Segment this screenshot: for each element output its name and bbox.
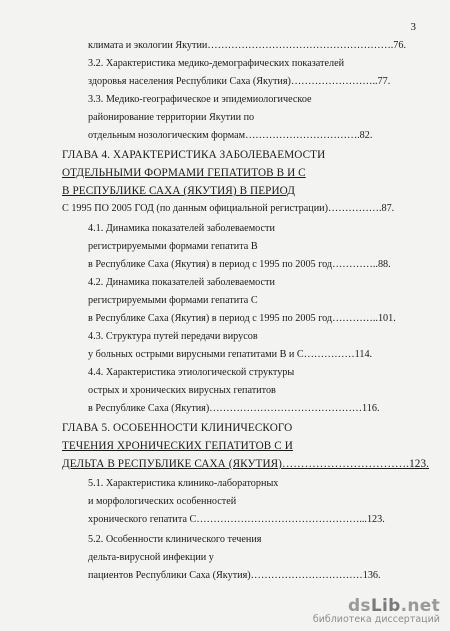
toc-line: 5.2. Особенности клинического течения: [88, 534, 262, 545]
toc-line: 4.3. Структура путей передачи вирусов: [88, 331, 258, 342]
toc-line: отдельным нозологическим формам…………………………….82.: [88, 130, 373, 141]
watermark: [313, 596, 440, 625]
chapter-heading: ГЛАВА 4. ХАРАКТЕРИСТИКА ЗАБОЛЕВАЕМОСТИ: [62, 149, 326, 161]
toc-line: здоровья населения Республики Саха (Якутия)……………………..77.: [88, 76, 391, 87]
toc-line: хронического гепатита С…………………………………………...123.: [88, 514, 385, 525]
page-number: 3: [410, 21, 416, 33]
watermark-logo: dsLib.net: [347, 596, 440, 616]
chapter-heading: ТЕЧЕНИЯ ХРОНИЧЕСКИХ ГЕПАТИТОВ С И: [62, 440, 293, 452]
toc-line: 3.3. Медико-географическое и эпидемиологическое: [88, 94, 312, 105]
toc-line: регистрируемыми формами гепатита В: [88, 241, 258, 252]
toc-line: в Республике Саха (Якутия) в период с 1995 по 2005 год…………..101.: [88, 313, 396, 324]
toc-line: С 1995 ПО 2005 ГОД (по данным официальной регистрации)…………….87.: [62, 203, 395, 214]
toc-line: пациентов Республики Саха (Якутия)……………………………136.: [88, 570, 381, 581]
chapter-heading: ДЕЛЬТА В РЕСПУБЛИКЕ САХА (ЯКУТИЯ)…………………………….123.: [62, 458, 430, 470]
toc-line: дельта-вирусной инфекции у: [88, 552, 214, 563]
toc-line: районирование территории Якутии по: [88, 112, 255, 123]
toc-line: острых и хронических вирусных гепатитов: [88, 385, 276, 396]
toc-line: в Республике Саха (Якутия) в период с 1995 по 2005 год…………..88.: [88, 259, 391, 270]
watermark-subtitle: библиотека диссертаций: [312, 614, 440, 625]
chapter-heading: ГЛАВА 5. ОСОБЕННОСТИ КЛИНИЧЕСКОГО: [62, 422, 293, 434]
toc-line: климата и экологии Якутии……………………………………………….76.: [88, 40, 407, 51]
toc-line: и морфологических особенностей: [88, 496, 237, 507]
chapter-heading: ОТДЕЛЬНЫМИ ФОРМАМИ ГЕПАТИТОВ В И С: [62, 167, 306, 179]
toc-line: 4.4. Характеристика этиологической структуры: [88, 367, 295, 378]
toc-line: 3.2. Характеристика медико-демографических показателей: [88, 58, 345, 69]
chapter-heading: В РЕСПУБЛИКЕ САХА (ЯКУТИЯ) В ПЕРИОД: [62, 185, 295, 197]
toc-line: 5.1. Характеристика клинико-лабораторных: [88, 478, 279, 489]
toc-line: у больных острыми вирусными гепатитами В и С……………114.: [88, 349, 373, 360]
toc-line: в Республике Саха (Якутия)………………………………………116.: [88, 403, 380, 414]
toc-line: 4.1. Динамика показателей заболеваемости: [88, 223, 275, 234]
toc-line: 4.2. Динамика показателей заболеваемости: [88, 277, 275, 288]
toc-line: регистрируемыми формами гепатита С: [88, 295, 258, 306]
